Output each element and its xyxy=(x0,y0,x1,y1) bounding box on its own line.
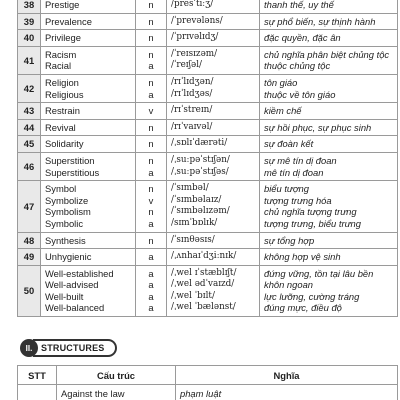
vietnamese-meaning: kiềm chế xyxy=(264,105,302,117)
vocab-row xyxy=(18,13,398,30)
vocab-row xyxy=(18,232,398,249)
vietnamese-meaning: sự đoàn kết xyxy=(264,138,314,150)
pronunciation: /ˌsuːpəˈstɪʃəs/ xyxy=(171,166,229,177)
entry-number: 45 xyxy=(18,136,41,153)
pronunciation: /ˌwel ˈbælənst/ xyxy=(171,302,236,313)
structure-number xyxy=(18,385,57,400)
header-nghia: Nghĩa xyxy=(176,366,398,385)
entry-number: 39 xyxy=(18,13,41,30)
vietnamese-meaning-cell xyxy=(260,181,398,232)
entry-word-cell xyxy=(41,152,136,180)
vocab-row xyxy=(18,30,398,47)
vietnamese-meaning: lực lưỡng, cường tráng xyxy=(264,290,360,302)
pronunciation: /ˌwel ədˈvaɪzd/ xyxy=(171,279,235,290)
structure-row xyxy=(18,385,398,400)
entry-word-cell xyxy=(41,136,136,153)
part-of-speech: a xyxy=(148,302,154,314)
part-of-speech: n xyxy=(148,183,154,195)
entry-word: Well-advised xyxy=(45,279,99,291)
pronunciation-cell xyxy=(167,46,260,74)
section-number-badge: II. xyxy=(20,339,38,357)
pronunciation: /ˌsɒlɪˈdærəti/ xyxy=(171,138,228,149)
entry-number: 47 xyxy=(18,181,41,232)
vietnamese-meaning: chủ nghĩa phân biệt chủng tộc xyxy=(264,48,390,60)
entry-word-cell xyxy=(41,119,136,136)
structure-phrase: Against the law xyxy=(57,385,176,400)
entry-word-cell xyxy=(41,181,136,232)
entry-word-cell xyxy=(41,0,136,13)
vocab-row xyxy=(18,152,398,180)
vocab-row xyxy=(18,74,398,102)
part-of-speech-cell xyxy=(136,249,167,266)
entry-number: 43 xyxy=(18,103,41,120)
entry-word: Well-established xyxy=(45,267,114,279)
entry-word: Well-balanced xyxy=(45,302,105,314)
part-of-speech: a xyxy=(148,166,154,178)
entry-word-cell xyxy=(41,13,136,30)
pronunciation: /ˈsɪnθəsɪs/ xyxy=(171,234,215,245)
part-of-speech: a xyxy=(148,267,154,279)
part-of-speech-cell xyxy=(136,74,167,102)
pronunciation: /ˌsuːpəˈstɪʃən/ xyxy=(171,154,230,165)
section-heading xyxy=(20,338,117,358)
vietnamese-meaning-cell xyxy=(260,232,398,249)
vietnamese-meaning: đặc quyền, đặc ân xyxy=(264,32,341,44)
pronunciation-cell xyxy=(167,30,260,47)
vietnamese-meaning: thuộc về tôn giáo xyxy=(264,88,336,100)
entry-word: Superstitious xyxy=(45,166,100,178)
part-of-speech: n xyxy=(148,48,154,60)
entry-word-cell xyxy=(41,46,136,74)
pronunciation: /ˈsɪmbəlɪzəm/ xyxy=(171,206,230,217)
entry-number: 46 xyxy=(18,152,41,180)
vocabulary-table xyxy=(17,0,398,317)
pronunciation-cell xyxy=(167,103,260,120)
header-stt: STT xyxy=(18,366,57,385)
pronunciation: /ˈsɪmbəl/ xyxy=(171,183,209,194)
entry-number: 50 xyxy=(18,265,41,316)
part-of-speech: v xyxy=(148,194,154,206)
entry-word: Racism xyxy=(45,48,77,60)
part-of-speech: a xyxy=(148,217,154,229)
pronunciation-cell xyxy=(167,0,260,13)
entry-word: Superstition xyxy=(45,154,95,166)
pronunciation: /rɪˈstreɪn/ xyxy=(171,105,213,116)
vietnamese-meaning: không hợp vệ sinh xyxy=(264,251,341,263)
pronunciation-cell xyxy=(167,74,260,102)
part-of-speech-cell xyxy=(136,119,167,136)
part-of-speech-cell xyxy=(136,152,167,180)
vietnamese-meaning: chủ nghĩa tượng trưng xyxy=(264,206,357,218)
part-of-speech-cell xyxy=(136,232,167,249)
vocab-row xyxy=(18,181,398,232)
entry-word: Well-built xyxy=(45,290,84,302)
pronunciation: /ˈprɪvəlɪdʒ/ xyxy=(171,32,219,43)
part-of-speech: n xyxy=(148,121,154,133)
part-of-speech-cell xyxy=(136,46,167,74)
entry-number: 44 xyxy=(18,119,41,136)
vietnamese-meaning-cell xyxy=(260,152,398,180)
vietnamese-meaning-cell xyxy=(260,136,398,153)
structures-table xyxy=(17,365,398,400)
pronunciation: /rɪˈlɪdʒəs/ xyxy=(171,88,213,99)
pronunciation-cell xyxy=(167,13,260,30)
vocab-row xyxy=(18,46,398,74)
pronunciation-cell xyxy=(167,265,260,316)
pronunciation-cell xyxy=(167,136,260,153)
part-of-speech: v xyxy=(148,105,154,117)
part-of-speech: a xyxy=(148,279,154,291)
vietnamese-meaning: sự phổ biến, sự thịnh hành xyxy=(264,15,376,27)
pronunciation-cell xyxy=(167,119,260,136)
pronunciation: /ˈreɪsɪzəm/ xyxy=(171,48,218,59)
pronunciation: /presˈtiːʒ/ xyxy=(171,0,214,9)
entry-number: 41 xyxy=(18,46,41,74)
vocab-row xyxy=(18,136,398,153)
part-of-speech-cell xyxy=(136,0,167,13)
entry-word-cell xyxy=(41,249,136,266)
vietnamese-meaning: thanh thế, uy thế xyxy=(264,0,334,10)
vietnamese-meaning-cell xyxy=(260,119,398,136)
pronunciation-cell xyxy=(167,249,260,266)
vietnamese-meaning: sự tổng hợp xyxy=(264,234,315,246)
entry-word: Religious xyxy=(45,88,84,100)
entry-word-cell xyxy=(41,30,136,47)
vietnamese-meaning: khôn ngoan xyxy=(264,279,314,291)
part-of-speech: n xyxy=(148,76,154,88)
vietnamese-meaning: đứng vững, tồn tại lâu bền xyxy=(264,267,374,279)
vietnamese-meaning: tượng trưng, biểu trưng xyxy=(264,217,361,229)
part-of-speech: a xyxy=(148,88,154,100)
structures-header-row xyxy=(18,366,398,385)
entry-word: Symbolism xyxy=(45,206,91,218)
vietnamese-meaning: sự mê tín dị đoan xyxy=(264,154,337,166)
pronunciation-cell xyxy=(167,232,260,249)
pronunciation: /rɪˈvaɪvəl/ xyxy=(171,121,213,132)
entry-word: Religion xyxy=(45,76,79,88)
pronunciation: /sɪmˈbɒlɪk/ xyxy=(171,217,218,228)
vocab-row xyxy=(18,249,398,266)
entry-number: 42 xyxy=(18,74,41,102)
entry-word: Synthesis xyxy=(45,234,86,246)
vocab-row xyxy=(18,265,398,316)
entry-word: Racial xyxy=(45,60,72,72)
entry-word: Symbolic xyxy=(45,217,84,229)
vietnamese-meaning-cell xyxy=(260,265,398,316)
pronunciation-cell xyxy=(167,181,260,232)
entry-word-cell xyxy=(41,232,136,249)
vietnamese-meaning-cell xyxy=(260,13,398,30)
vietnamese-meaning-cell xyxy=(260,74,398,102)
part-of-speech: a xyxy=(148,251,154,263)
entry-number: 38 xyxy=(18,0,41,13)
vocab-row xyxy=(18,0,398,13)
vietnamese-meaning: sự hồi phục, sự phục sinh xyxy=(264,121,372,133)
vocab-row xyxy=(18,119,398,136)
part-of-speech: n xyxy=(148,138,154,150)
vocab-row xyxy=(18,103,398,120)
header-cau-truc: Cấu trúc xyxy=(57,366,176,385)
pronunciation: /ˈprevələns/ xyxy=(171,15,223,26)
part-of-speech-cell xyxy=(136,103,167,120)
entry-word-cell xyxy=(41,265,136,316)
vietnamese-meaning: thuộc chủng tộc xyxy=(264,60,331,72)
vietnamese-meaning-cell xyxy=(260,46,398,74)
vietnamese-meaning-cell xyxy=(260,249,398,266)
entry-number: 40 xyxy=(18,30,41,47)
entry-word-cell xyxy=(41,103,136,120)
entry-number: 48 xyxy=(18,232,41,249)
entry-word: Symbolize xyxy=(45,194,89,206)
part-of-speech: n xyxy=(148,234,154,246)
vietnamese-meaning: tượng trưng hóa xyxy=(264,194,332,206)
part-of-speech: n xyxy=(148,15,154,27)
part-of-speech: n xyxy=(148,154,154,166)
part-of-speech-cell xyxy=(136,265,167,316)
entry-number: 49 xyxy=(18,249,41,266)
entry-word: Revival xyxy=(45,121,76,133)
vietnamese-meaning-cell xyxy=(260,30,398,47)
pronunciation: /ˌʌnhaɪˈdʒiːnɪk/ xyxy=(171,251,237,262)
vietnamese-meaning: biểu tượng xyxy=(264,183,309,195)
entry-word: Prestige xyxy=(45,0,80,10)
part-of-speech: a xyxy=(148,290,154,302)
entry-word: Restrain xyxy=(45,105,80,117)
vietnamese-meaning: tôn giáo xyxy=(264,76,298,88)
pronunciation: /ˌwel ˈbɪlt/ xyxy=(171,290,215,301)
entry-word: Solidarity xyxy=(45,138,84,150)
part-of-speech-cell xyxy=(136,181,167,232)
pronunciation-cell xyxy=(167,152,260,180)
entry-word: Symbol xyxy=(45,183,77,195)
vietnamese-meaning-cell xyxy=(260,103,398,120)
pronunciation: /ˈreɪʃəl/ xyxy=(171,60,202,71)
vietnamese-meaning: đúng mực, điều độ xyxy=(264,302,342,314)
part-of-speech-cell xyxy=(136,30,167,47)
entry-word: Privilege xyxy=(45,32,81,44)
vietnamese-meaning: mê tín dị đoan xyxy=(264,166,324,178)
pronunciation: /ˌwel ɪˈstæblɪʃt/ xyxy=(171,267,237,278)
part-of-speech-cell xyxy=(136,13,167,30)
pronunciation: /rɪˈlɪdʒən/ xyxy=(171,76,214,87)
entry-word-cell xyxy=(41,74,136,102)
part-of-speech: n xyxy=(148,0,154,10)
section-title: STRUCTURES xyxy=(33,339,117,357)
part-of-speech: a xyxy=(148,60,154,72)
part-of-speech-cell xyxy=(136,136,167,153)
part-of-speech: n xyxy=(148,32,154,44)
vietnamese-meaning-cell xyxy=(260,0,398,13)
pronunciation: /ˈsɪmbəlaɪz/ xyxy=(171,194,222,205)
entry-word: Prevalence xyxy=(45,15,92,27)
structure-meaning: phạm luật xyxy=(176,385,398,400)
entry-word: Unhygienic xyxy=(45,251,92,263)
part-of-speech: n xyxy=(148,206,154,218)
